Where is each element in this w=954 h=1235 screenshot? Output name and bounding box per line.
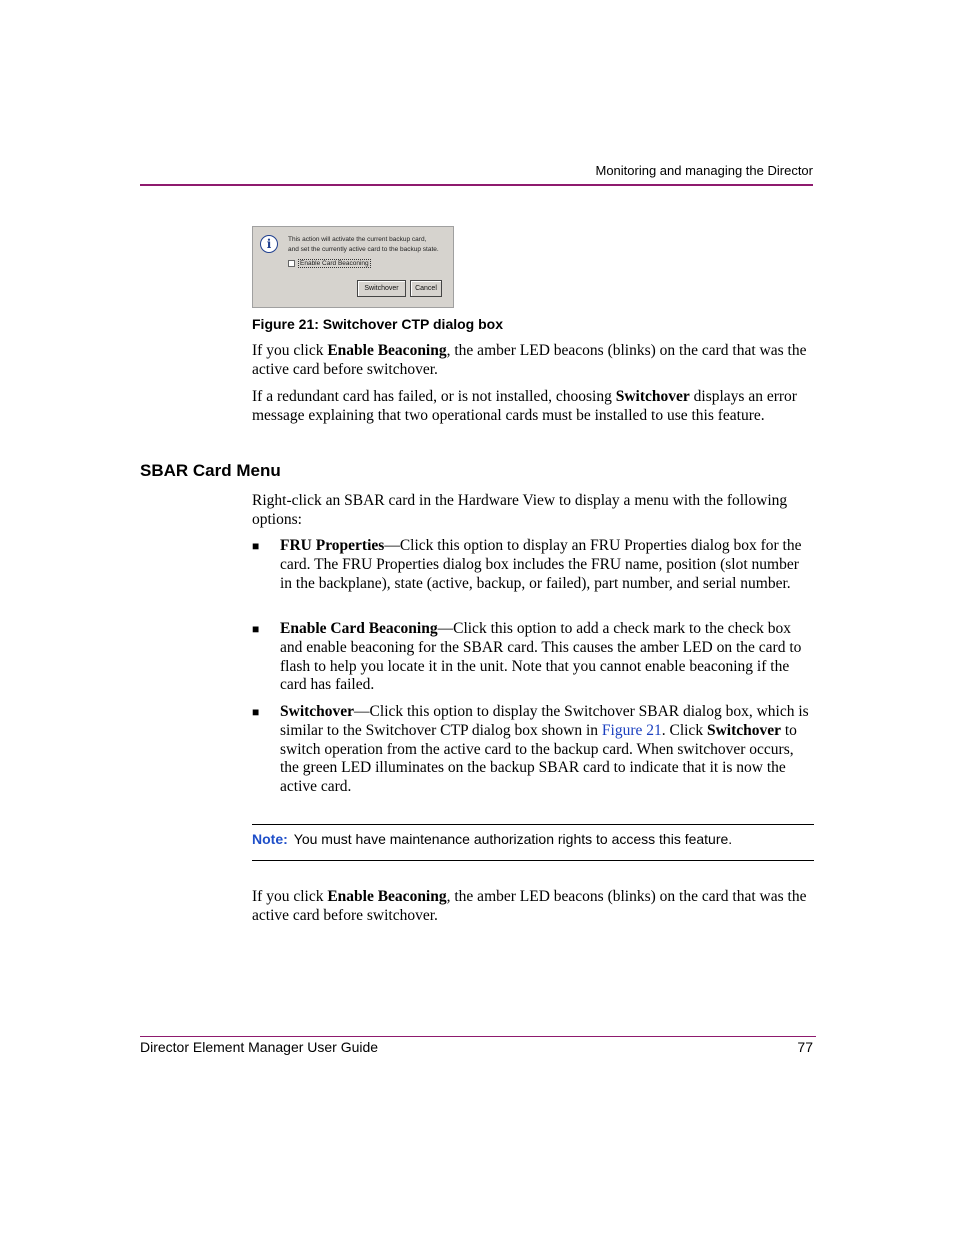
paragraph-enable-beaconing-repeat — [252, 888, 814, 926]
header-rule — [140, 184, 813, 186]
para2-bold: Switchover — [615, 388, 690, 405]
dialog-message-line2: and set the currently active card to the backup state. — [288, 246, 439, 253]
note-top-rule — [252, 824, 814, 825]
note-bottom-rule — [252, 860, 814, 861]
list-item — [252, 703, 814, 797]
footer-title: Director Element Manager User Guide — [140, 1039, 379, 1055]
list-item — [252, 537, 814, 593]
figure-21-link[interactable]: Figure 21 — [601, 721, 662, 739]
para2-text-pre: If a redundant card has failed, or is not installed, choosing — [252, 388, 616, 405]
bullet-text: —Click this option to add a check mark to the check box and enable beaconing for the SBAR card. This causes the amber LED on the card to flash to help you locate it in the unit. Note that you cannot enable beaconing if the card has failed. — [280, 620, 802, 694]
switchover-button[interactable]: Switchover — [357, 280, 406, 297]
bullet-marker: ■ — [252, 539, 260, 553]
footer-rule — [140, 1036, 816, 1037]
page-number: 77 — [797, 1039, 813, 1055]
para1-text-post: , the amber LED beacons (blinks) on the card that was the active card before switchover. — [252, 342, 807, 378]
note-label: Note: — [252, 831, 288, 847]
bullet-term: Switchover — [280, 703, 355, 720]
note-text: You must have maintenance authorization rights to access this feature. — [293, 831, 733, 847]
para1-text-pre: If you click — [252, 342, 328, 359]
enable-beaconing-checkbox[interactable] — [288, 259, 371, 268]
bullet-term: Switchover — [706, 721, 781, 739]
paragraph-failed-card — [252, 388, 814, 426]
note-box — [252, 831, 814, 847]
bullet-marker: ■ — [252, 705, 260, 719]
para2-text-post: displays an error message explaining that two operational cards must be installed to use this feature. — [252, 388, 797, 424]
paragraph-enable-beaconing — [252, 342, 814, 380]
bullet-text: —Click this option to display the Switchover SBAR dialog box, which is similar to the Switchover CTP dialog box shown in — [280, 703, 809, 739]
running-header: Monitoring and managing the Director — [595, 163, 813, 178]
bullet-term: Enable Card Beaconing — [280, 620, 438, 637]
checkbox-label: Enable Card Beaconing — [300, 260, 369, 267]
cancel-button[interactable]: Cancel — [410, 280, 442, 297]
bullet-marker: ■ — [252, 622, 260, 636]
info-icon: i — [260, 235, 278, 253]
list-item — [252, 620, 814, 695]
checkbox-square[interactable] — [288, 260, 295, 267]
bullet-text: —Click this option to display an FRU Properties dialog box for the card. The FRU Properties dialog box includes the FRU name, position (slot number in the backplane), state (active, backup, or failed), part number, and serial number. — [280, 537, 802, 592]
para1-bold: Enable Beaconing — [327, 342, 447, 359]
para3-text-pre: If you click — [252, 888, 328, 905]
section-heading: SBAR Card Menu — [140, 461, 281, 480]
switchover-dialog-figure — [252, 226, 454, 308]
figure-caption: Figure 21: Switchover CTP dialog box — [252, 316, 504, 332]
section-intro: Right-click an SBAR card in the Hardware View to display a menu with the following options: — [252, 492, 788, 528]
bullet-text: . Click — [661, 721, 707, 739]
dialog-message — [288, 235, 453, 255]
para3-bold: Enable Beaconing — [327, 888, 447, 905]
para3-text-post: , the amber LED beacons (blinks) on the card that was the active card before switchover. — [252, 888, 807, 924]
bullet-term: FRU Properties — [280, 537, 385, 554]
dialog-message-line1: This action will activate the current backup card, — [288, 236, 427, 243]
bullet-text: to switch operation from the active card to the backup card. When switchover occurs, the green LED illuminates on the backup SBAR card to indicate that it is now the active card. — [280, 721, 797, 796]
